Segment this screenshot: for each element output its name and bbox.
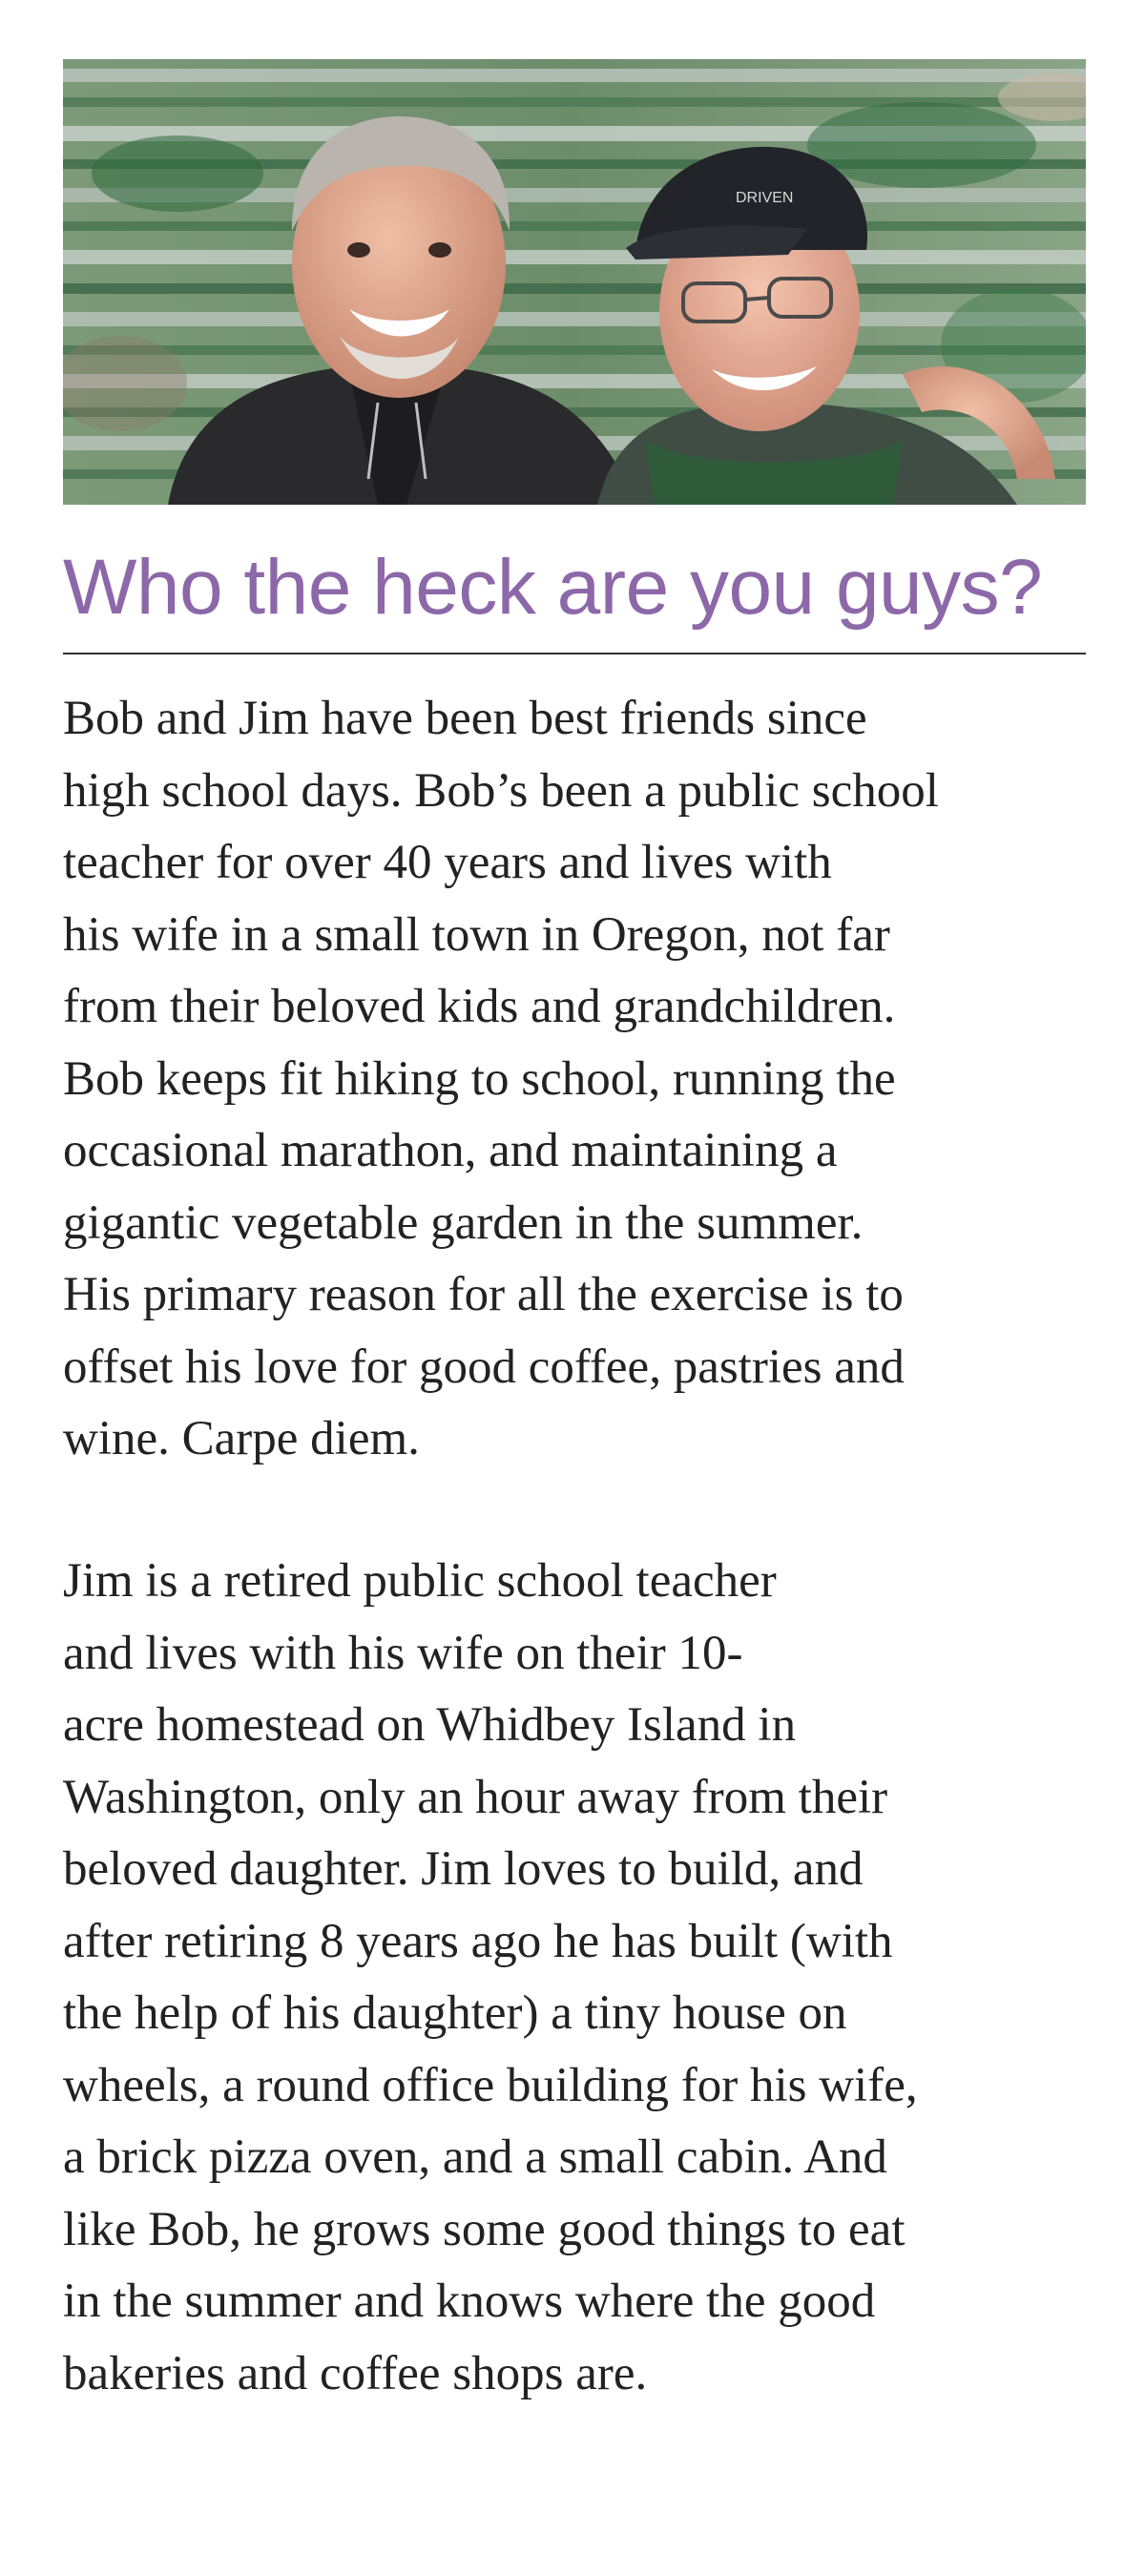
page-title: Who the heck are you guys? <box>63 544 1043 631</box>
text-line: and lives with his wife on their 10- <box>63 1626 743 1680</box>
text-line: Jim is a retired public school teacher <box>63 1554 777 1608</box>
text-line: a brick pizza oven, and a small cabin. And <box>63 2130 887 2184</box>
text-line: acre homestead on Whidbey Island in <box>63 1698 797 1752</box>
text-line: gigantic vegetable garden in the summer. <box>63 1195 864 1250</box>
text-line: Bob keeps fit hiking to school, running the <box>63 1051 896 1106</box>
text-line: wheels, a round office building for his wife, <box>63 2058 918 2112</box>
text-line: Bob and Jim have been best friends since <box>63 692 867 745</box>
text-line: the help of his daughter) a tiny house on <box>63 1986 847 2040</box>
heading-divider <box>63 653 1086 654</box>
bob-and-jim-photo <box>63 59 1086 505</box>
text-line: beloved daughter. Jim loves to build, and <box>63 1842 864 1896</box>
jim-bio-paragraph <box>63 1546 1093 2410</box>
text-line: His primary reason for all the exercise is to <box>63 1268 904 1321</box>
text-line: wine. Carpe diem. <box>63 1412 420 1465</box>
text-line: bakeries and coffee shops are. <box>63 2346 648 2400</box>
text-line: high school days. Bob’s been a public school <box>63 763 939 818</box>
text-line: in the summer and knows where the good <box>63 2275 876 2328</box>
text-line: from their beloved kids and grandchildren. <box>63 980 896 1033</box>
bob-bio-paragraph <box>63 683 1093 1476</box>
text-line: like Bob, he grows some good things to eat <box>63 2202 906 2256</box>
text-line: after retiring 8 years ago he has built (with <box>63 1914 893 1968</box>
text-line: Washington, only an hour away from their <box>63 1770 888 1824</box>
text-line: his wife in a small town in Oregon, not far <box>63 907 890 962</box>
text-line: occasional marathon, and maintaining a <box>63 1124 838 1177</box>
text-line: teacher for over 40 years and lives with <box>63 836 832 889</box>
text-line: offset his love for good coffee, pastries and <box>63 1340 905 1394</box>
svg-text:DRIVEN: DRIVEN <box>736 190 794 206</box>
